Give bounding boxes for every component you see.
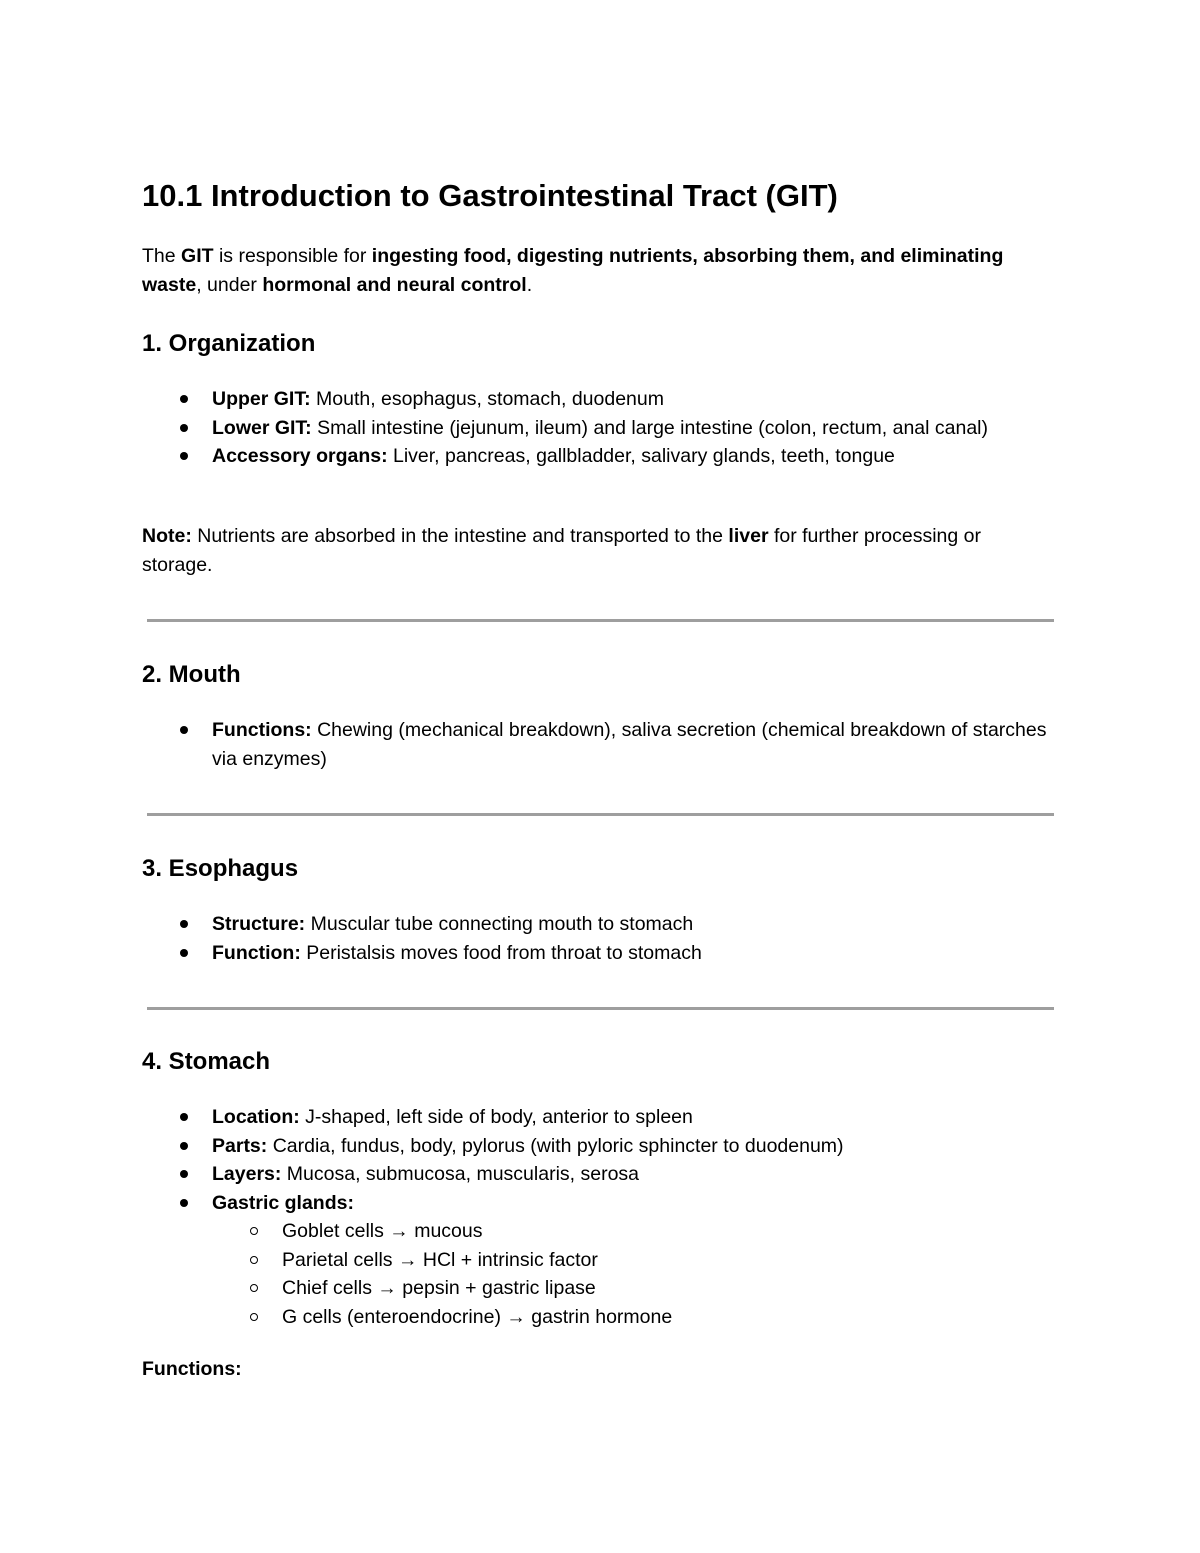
hollow-bullet-icon [250, 1256, 258, 1264]
note-bold-liver: liver [728, 525, 769, 547]
item-text: Mucosa, submucosa, muscularis, serosa [281, 1163, 640, 1185]
intro-bold-git: GIT [181, 245, 214, 267]
item-label: Lower GIT: [212, 416, 312, 439]
intro-text: The [142, 245, 182, 267]
intro-paragraph [142, 242, 1054, 299]
item-label: Layers: [212, 1163, 282, 1185]
gastric-glands-list [212, 1217, 1054, 1331]
bullet-icon [180, 726, 188, 734]
intro-bold-functions: ingesting food, digesting nutrients, absorbing them, and eliminating waste [142, 245, 1004, 296]
list-item [142, 385, 1054, 414]
hollow-bullet-icon [250, 1284, 258, 1292]
sub-list-item [212, 1217, 1054, 1246]
bullet-icon [180, 424, 188, 432]
note-label: Note: [142, 525, 192, 547]
item-text: Liver, pancreas, gallbladder, salivary glands, teeth, tongue [387, 445, 895, 467]
item-text: J-shaped, left side of body, anterior to spleen [299, 1106, 693, 1128]
item-label: Parts: [212, 1134, 268, 1157]
list-item [142, 910, 1054, 939]
gland-text: Chief cells → pepsin + gastric lipase [282, 1277, 596, 1299]
item-label: Accessory organs: [212, 445, 388, 467]
list-item [142, 939, 1054, 968]
bullet-icon [180, 920, 188, 928]
sub-list-item [212, 1246, 1054, 1275]
section-heading-organization: 1. Organization [142, 330, 316, 357]
bullet-icon [180, 395, 188, 403]
intro-text: . [526, 273, 533, 296]
list-item [142, 1103, 1054, 1132]
list-item [142, 442, 1054, 471]
item-text: Small intestine (jejunum, ileum) and large intestine (colon, rectum, anal canal) [311, 416, 988, 439]
bullet-icon [180, 1142, 188, 1150]
item-label: Structure: [212, 913, 306, 935]
section-heading-esophagus: 3. Esophagus [142, 855, 299, 882]
item-text: Peristalsis moves food from throat to stomach [300, 941, 702, 964]
section-heading-stomach: 4. Stomach [142, 1048, 271, 1075]
item-label: Function: [212, 941, 301, 964]
item-text: Cardia, fundus, body, pylorus (with pyloric sphincter to duodenum) [267, 1134, 844, 1157]
gland-text: Goblet cells → mucous [282, 1220, 483, 1242]
functions-label: Functions: [142, 1358, 242, 1380]
list-item [142, 414, 1054, 443]
bullet-icon [180, 1170, 188, 1178]
bullet-icon [180, 1113, 188, 1121]
item-label: Gastric glands: [212, 1191, 354, 1214]
intro-bold-control: hormonal and neural control [262, 273, 527, 296]
item-text: Mouth, esophagus, stomach, duodenum [310, 388, 664, 410]
esophagus-list [142, 910, 1054, 967]
list-item [142, 1189, 1054, 1332]
horizontal-divider [147, 619, 1054, 622]
list-item [142, 716, 1054, 773]
mouth-list [142, 716, 1054, 773]
item-label: Functions: [212, 719, 312, 741]
section-heading-mouth: 2. Mouth [142, 661, 241, 688]
item-label: Upper GIT: [212, 388, 311, 410]
bullet-icon [180, 452, 188, 460]
item-text: Chewing (mechanical breakdown), saliva secretion (chemical breakdown of starches via enzymes) [212, 719, 1047, 770]
item-label: Location: [212, 1106, 300, 1128]
list-item [142, 1132, 1054, 1161]
list-item [142, 1160, 1054, 1189]
note-paragraph [142, 522, 1054, 579]
sub-list-item [212, 1274, 1054, 1303]
note-text: for further processing or storage. [142, 525, 981, 576]
sub-list-item [212, 1303, 1054, 1332]
stomach-list [142, 1103, 1054, 1331]
note-text: Nutrients are absorbed in the intestine and transported to the [191, 525, 729, 547]
gland-text: Parietal cells → HCl + intrinsic factor [282, 1248, 598, 1271]
organization-list [142, 385, 1054, 471]
intro-text: is responsible for [213, 245, 372, 267]
functions-paragraph [142, 1355, 1054, 1384]
horizontal-divider [147, 813, 1054, 816]
horizontal-divider [147, 1007, 1054, 1010]
hollow-bullet-icon [250, 1313, 258, 1321]
intro-text: , under [196, 273, 263, 296]
bullet-icon [180, 949, 188, 957]
hollow-bullet-icon [250, 1227, 258, 1235]
item-text: Muscular tube connecting mouth to stomach [305, 913, 694, 935]
gland-text: G cells (enteroendocrine) → gastrin hormone [282, 1305, 673, 1328]
page-title: 10.1 Introduction to Gastrointestinal Tract (GIT) [142, 178, 838, 213]
bullet-icon [180, 1199, 188, 1207]
